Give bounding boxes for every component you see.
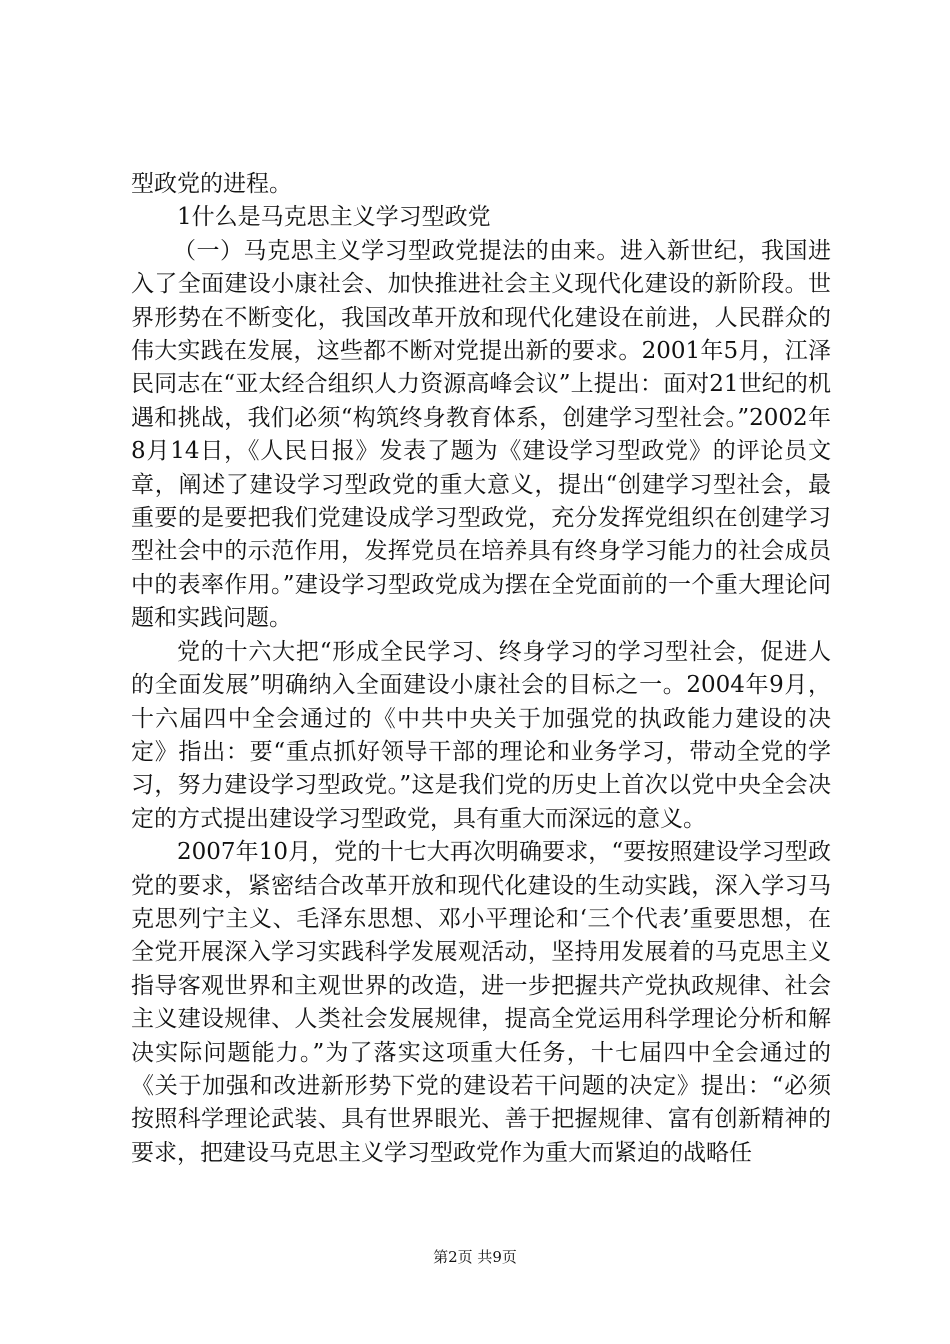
paragraph-seventeenth-congress: 2007年10月，党的十七大再次明确要求，“要按照建设学习型政党的要求，紧密结合改革开放和现代化建设的生动实践，深入学习马克思列宁主义、毛泽东思想、邓小平理论和‘三个代表’重要思想，在全党开展深入学习实践科学发展观活动，坚持用发展着的马克思主义指导客观世界和主观世界的改造，进一步把握共产党执政规律、社会主义建设规律、人类社会发展规律，提高全党运用科学理论分析和解决实际问题能力。”为了落实这项重大任务，十七届四中全会通过的《关于加强和改进新形势下党的建设若干问题的决定》提出：“必须按照科学理论武装、具有世界眼光、善于把握规律、富有创新精神的要求，把建设马克思主义学习型政党作为重大而紧迫的战略任 — [131, 839, 831, 1166]
page-number-footer: 第2页 共9页 — [433, 1248, 517, 1266]
paragraph-origin: （一）马克思主义学习型政党提法的由来。进入新世纪，我国进入了全面建设小康社会、加快推进社会主义现代化建设的新阶段。世界形势在不断变化，我国改革开放和现代化建设在前进，人民群众的伟大实践在发展，这些都不断对党提出新的要求。2001年5月，江泽民同志在“亚太经合组织人力资源高峰会议”上提出：面对21世纪的机遇和挑战，我们必须“构筑终身教育体系，创建学习型社会。”2002年8月14日，《人民日报》发表了题为《建设学习型政党》的评论员文章，阐述了建设学习型政党的重大意义，提出“创建学习型社会，最重要的是要把我们党建设成学习型政党，充分发挥党组织在创建学习型社会中的示范作用，发挥党员在培养具有终身学习能力的社会成员中的表率作用。”建设学习型政党成为摆在全党面前的一个重大理论问题和实践问题。 — [131, 237, 831, 632]
document-body — [131, 168, 831, 1170]
paragraph-sixteenth-congress: 党的十六大把“形成全民学习、终身学习的学习型社会，促进人的全面发展”明确纳入全面建设小康社会的目标之一。2004年9月，十六届四中全会通过的《中共中央关于加强党的执政能力建设的决定》指出：要“重点抓好领导干部的理论和业务学习，带动全党的学习，努力建设学习型政党。”这是我们党的历史上首次以党中央全会决定的方式提出建设学习型政党，具有重大而深远的意义。 — [131, 638, 831, 832]
paragraph-continuation: 型政党的进程。 — [131, 171, 292, 197]
section-heading: 1什么是马克思主义学习型政党 — [177, 204, 491, 231]
